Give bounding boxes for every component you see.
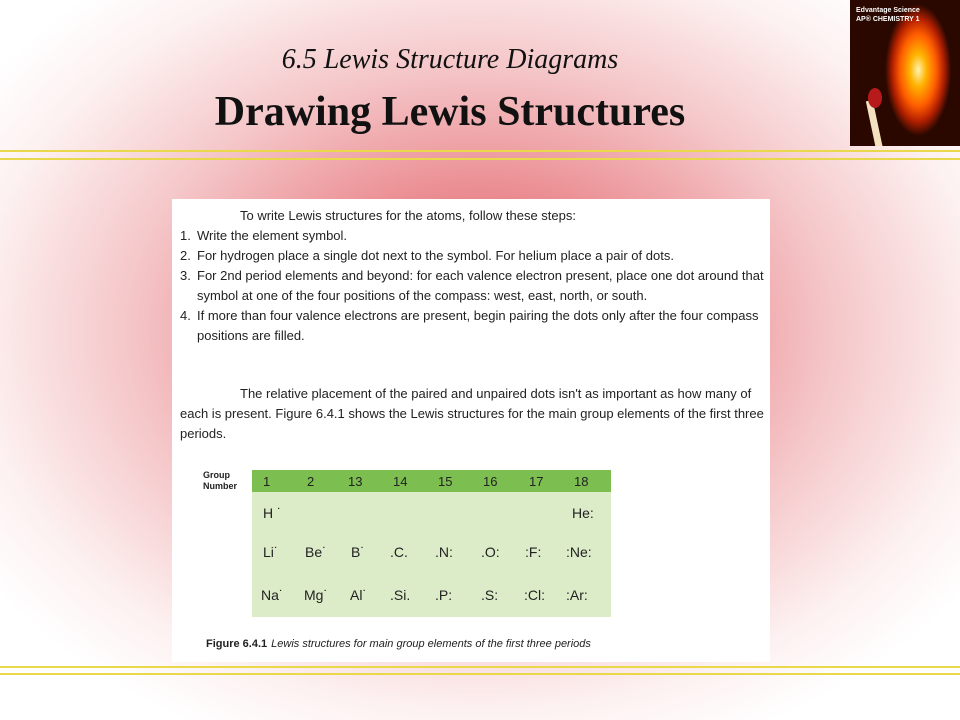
- caption-text: Lewis structures for main group elements of the first three periods: [271, 638, 591, 650]
- book-cover-image: [850, 0, 960, 146]
- list-item: 3. For 2nd period elements and beyond: for each valence electron present, place one dot around that symbol at one of the four positions of the compass: west, east, north, or south.: [180, 268, 764, 303]
- group-header: 14: [393, 474, 408, 489]
- cover-brand: Edvantage Science AP® CHEMISTRY 1: [856, 7, 920, 23]
- lewis-cell: Li˙: [263, 544, 279, 560]
- bottom-rule-1: [0, 666, 960, 668]
- match-head: [868, 88, 882, 108]
- lewis-grid: [252, 492, 611, 617]
- list-item: 1. Write the element symbol.: [180, 228, 348, 243]
- content-panel: [172, 199, 770, 662]
- group-header: 13: [348, 474, 363, 489]
- lewis-cell: :Ne:: [566, 544, 592, 560]
- lewis-cell: H ˙: [263, 505, 282, 521]
- intro-text: To write Lewis structures for the atoms, follow these steps:: [240, 208, 576, 223]
- bottom-rule-2: [0, 673, 960, 675]
- top-rule-1: [0, 150, 960, 152]
- figure-caption: [206, 638, 591, 650]
- lewis-cell: .C.: [390, 544, 408, 560]
- lewis-cell: .N:: [435, 544, 453, 560]
- top-rule-2: [0, 158, 960, 160]
- lewis-cell: :Cl:: [524, 587, 545, 603]
- lewis-cell: :F:: [525, 544, 542, 560]
- lewis-cell: :Ar:: [566, 587, 588, 603]
- group-header: 18: [574, 474, 589, 489]
- lewis-cell: Na˙: [261, 587, 284, 603]
- group-header: 17: [529, 474, 544, 489]
- group-header: 15: [438, 474, 453, 489]
- body-paragraph: The relative placement of the paired and unpaired dots isn't as important as how many of each is present. Figure 6.4.1 shows the Lewis structures for the main group elements of the first three periods.: [180, 386, 764, 441]
- list-item: 4. If more than four valence electrons are present, begin pairing the dots only after the four compass positions are filled.: [180, 308, 759, 343]
- lewis-cell: .O:: [481, 544, 500, 560]
- group-header: 1: [263, 474, 271, 489]
- steps-list: [180, 226, 764, 346]
- lewis-cell: Al˙: [350, 587, 368, 603]
- slide-title: Drawing Lewis Structures: [214, 89, 686, 135]
- lewis-cell: .Si.: [390, 587, 411, 603]
- lewis-cell: B˙: [351, 544, 365, 560]
- list-item: 2. For hydrogen place a single dot next to the symbol. For helium place a pair of dots.: [180, 248, 674, 263]
- group-header-row: [252, 470, 611, 492]
- group-number-label: Group Number: [203, 470, 238, 491]
- lewis-cell: Mg˙: [304, 587, 329, 603]
- lewis-cell: .P:: [435, 587, 453, 603]
- lewis-cell: He:: [572, 505, 594, 521]
- lewis-cell: .S:: [481, 587, 499, 603]
- group-header: 2: [307, 474, 315, 489]
- lewis-table: [252, 470, 611, 617]
- slide-subtitle: 6.5 Lewis Structure Diagrams: [281, 44, 619, 75]
- lewis-cell: Be˙: [305, 544, 327, 560]
- caption-label: Figure 6.4.1: [206, 638, 268, 650]
- group-header: 16: [483, 474, 498, 489]
